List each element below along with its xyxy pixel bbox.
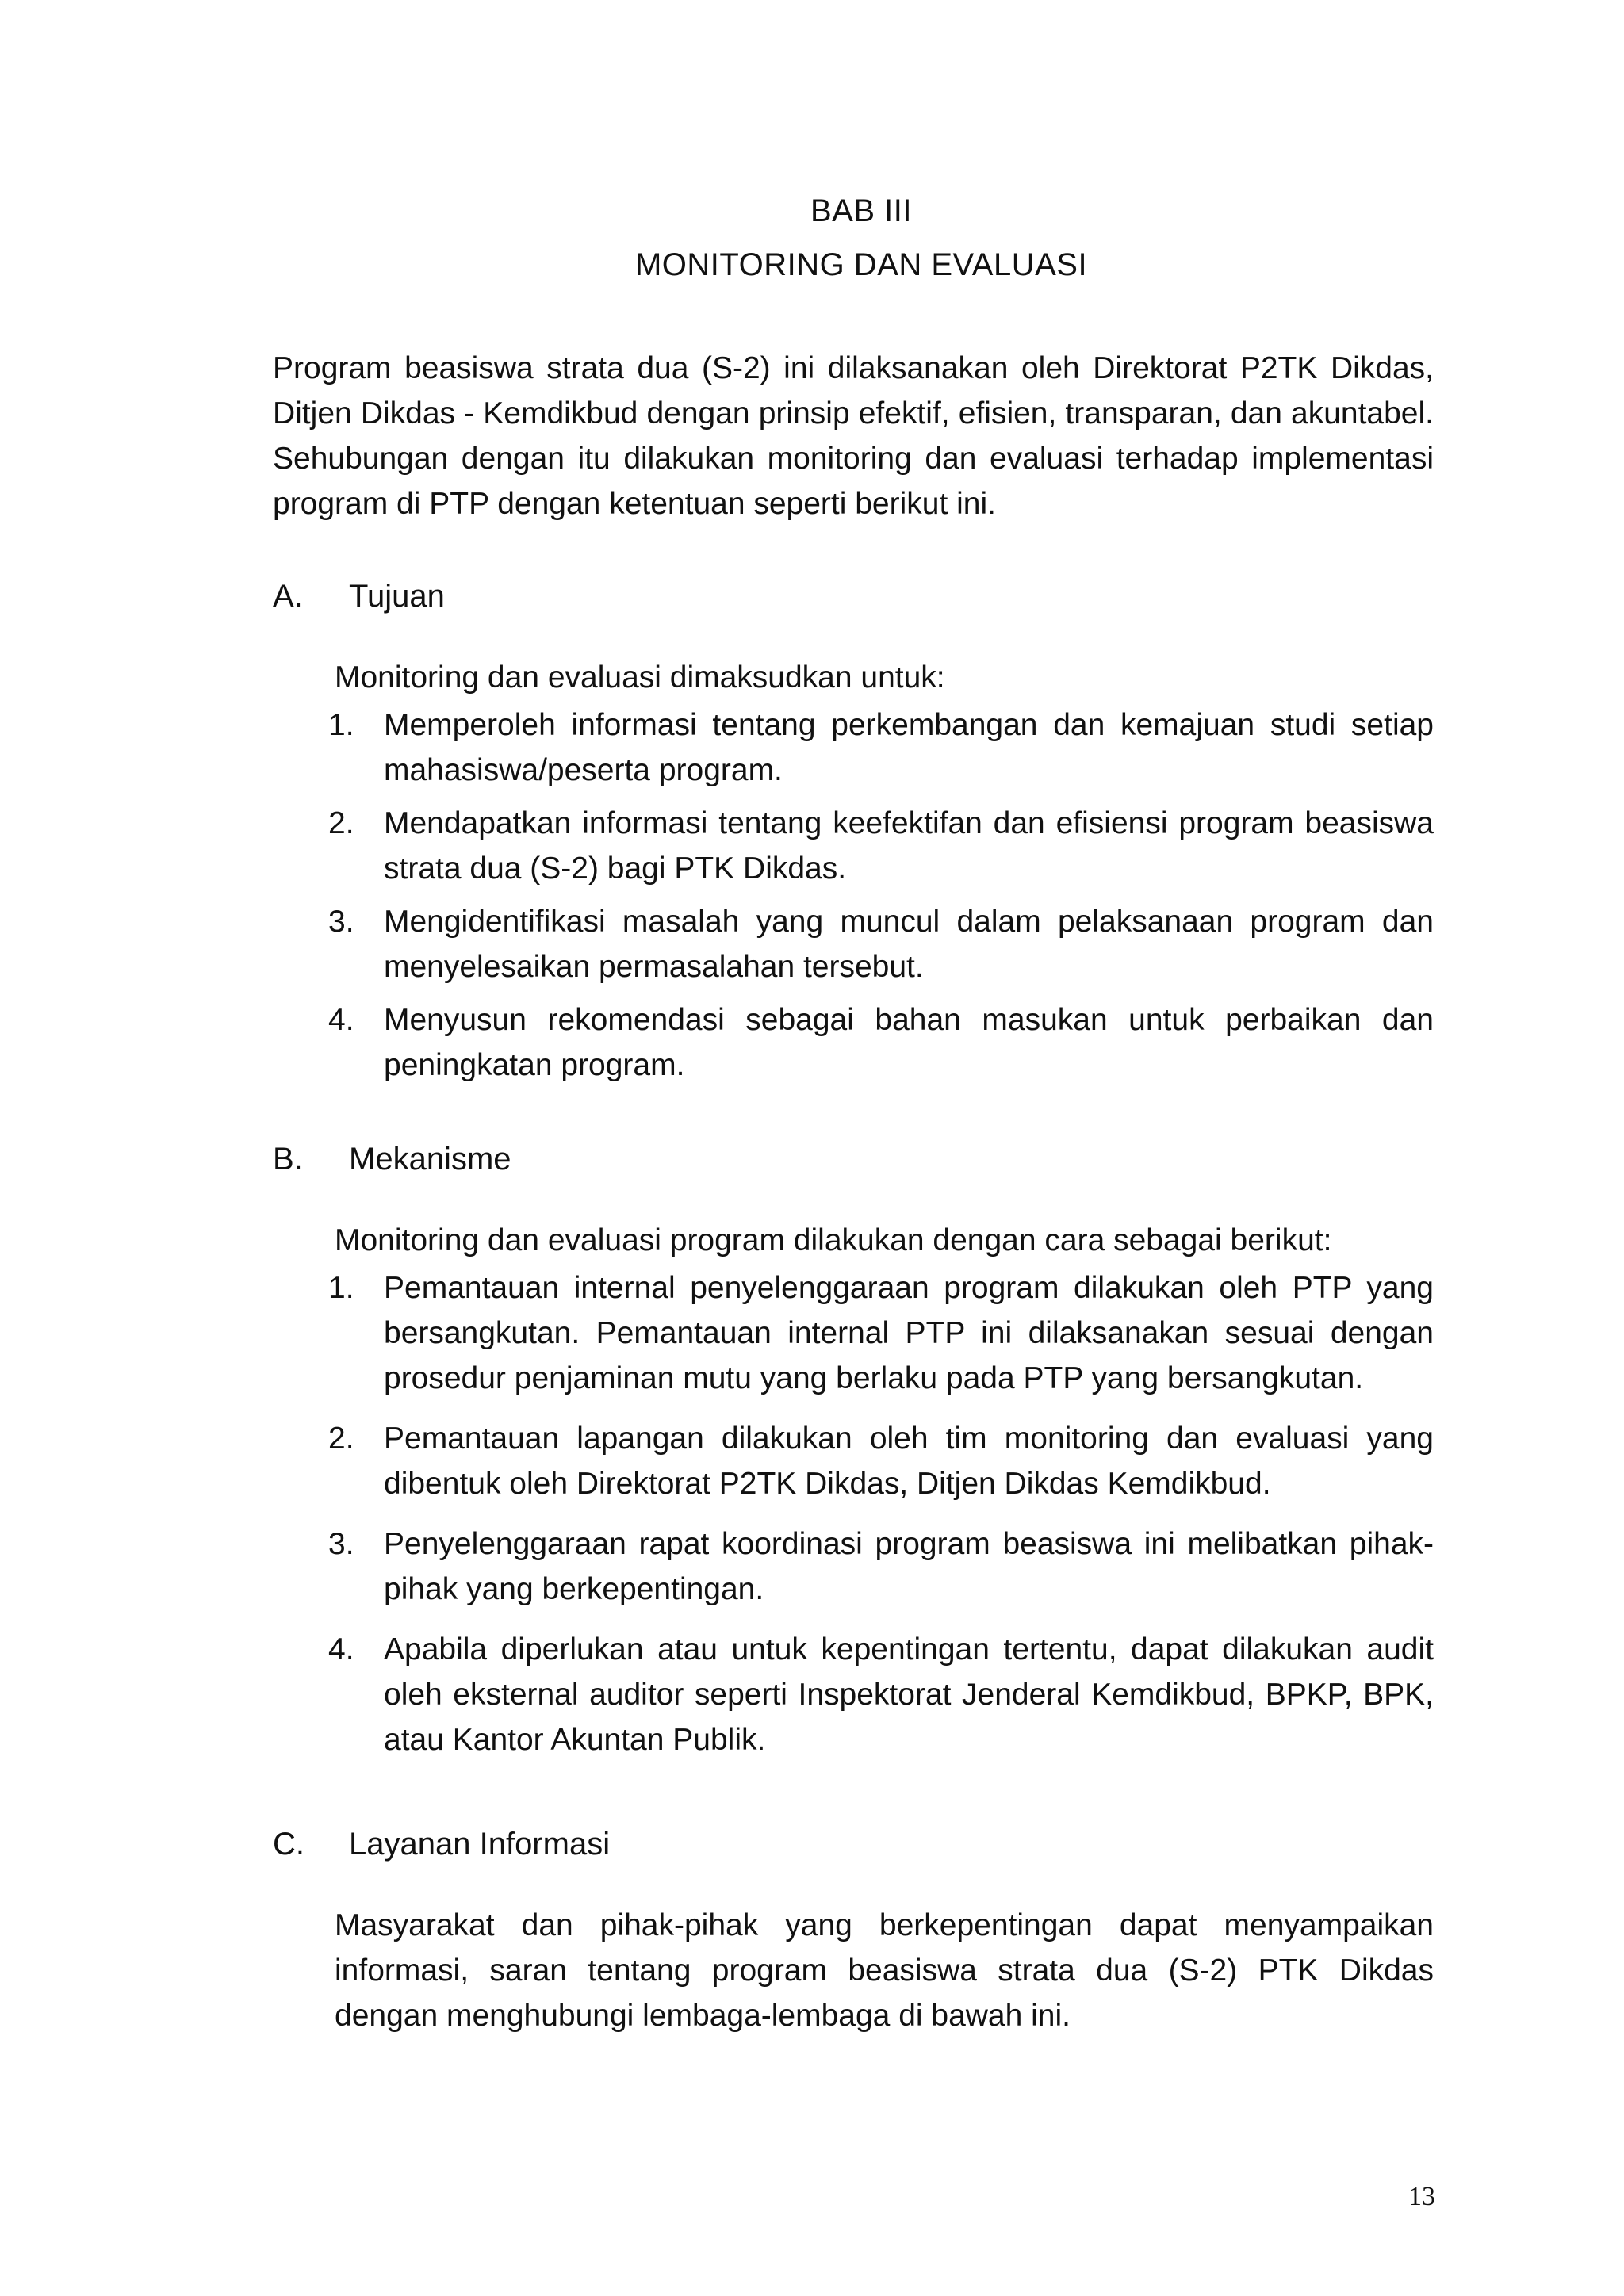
section-title: Tujuan: [349, 579, 445, 614]
section-heading-tujuan: [273, 579, 445, 614]
list-item: [328, 801, 1434, 891]
list-text: Pemantauan lapangan dilakukan oleh tim monitoring dan evaluasi yang dibentuk oleh Direktorat P2TK Dikdas, Ditjen Dikdas Kemdikbud.: [384, 1422, 1434, 1501]
list-item: [328, 1627, 1434, 1762]
section-lead: Masyarakat dan pihak-pihak yang berkepentingan dapat menyampaikan informasi, saran tentang program beasiswa strata dua (S-2) PTK Dikdas dengan menghubungi lembaga-lembaga di bawah ini.: [335, 1908, 1434, 2033]
list-item: [328, 899, 1434, 989]
list-number: 2.: [328, 1422, 354, 1456]
section-lead: Monitoring dan evaluasi program dilakukan dengan cara sebagai berikut:: [335, 1223, 1332, 1257]
chapter-title: MONITORING DAN EVALUASI: [634, 247, 1088, 282]
list-text: Memperoleh informasi tentang perkembangan dan kemajuan studi setiap mahasiswa/peserta program.: [384, 708, 1434, 787]
list-item: [328, 1416, 1434, 1506]
list-text: Mendapatkan informasi tentang keefektifan dan efisiensi program beasiswa strata dua (S-2) bagi PTK Dikdas.: [384, 806, 1434, 886]
list-number: 3.: [328, 1527, 354, 1561]
list-number: 2.: [328, 806, 354, 840]
numbered-list-tujuan: [328, 702, 1434, 1096]
list-number: 1.: [328, 1271, 354, 1305]
list-item: [328, 997, 1434, 1088]
list-item: [328, 702, 1434, 793]
section-lead: Monitoring dan evaluasi dimaksudkan untuk:: [335, 660, 945, 695]
list-number: 4.: [328, 1003, 354, 1037]
list-number: 1.: [328, 708, 354, 742]
list-number: 3.: [328, 905, 354, 939]
section-title: Layanan Informasi: [349, 1827, 611, 1862]
list-number: 4.: [328, 1632, 354, 1667]
list-text: Mengidentifikasi masalah yang muncul dalam pelaksanaan program dan menyelesaikan permasalahan tersebut.: [384, 905, 1434, 984]
section-letter: A.: [273, 579, 303, 614]
chapter-label: BAB III: [810, 193, 912, 228]
list-text: Penyelenggaraan rapat koordinasi program beasiswa ini melibatkan pihak-pihak yang berkepentingan.: [384, 1527, 1434, 1606]
list-item: [328, 1521, 1434, 1612]
list-text: Apabila diperlukan atau untuk kepentingan tertentu, dapat dilakukan audit oleh eksternal auditor seperti Inspektorat Jenderal Kemdikbud, BPKP, BPK, atau Kantor Akuntan Publik.: [384, 1632, 1434, 1757]
list-text: Menyusun rekomendasi sebagai bahan masukan untuk perbaikan dan peningkatan program.: [384, 1003, 1434, 1082]
page-number: 13: [1408, 2182, 1435, 2211]
section-letter: C.: [273, 1827, 304, 1862]
numbered-list-mekanisme: [328, 1265, 1434, 1777]
intro-paragraph: Program beasiswa strata dua (S-2) ini dilaksanakan oleh Direktorat P2TK Dikdas, Ditjen Dikdas - Kemdikbud dengan prinsip efektif, efisien, transparan, dan akuntabel. Sehubungan dengan itu dilakukan monitoring dan evaluasi terhadap implementasi program di PTP dengan ketentuan seperti berikut ini.: [273, 351, 1434, 521]
section-heading-mekanisme: [273, 1142, 511, 1177]
section-heading-layanan-informasi: [273, 1827, 610, 1862]
list-item: [328, 1265, 1434, 1401]
list-text: Pemantauan internal penyelenggaraan program dilakukan oleh PTP yang bersangkutan. Pemantauan internal PTP ini dilaksanakan sesuai dengan prosedur penjaminan mutu yang berlaku pada PTP yang bersangkutan.: [384, 1271, 1434, 1395]
section-letter: B.: [273, 1142, 303, 1177]
section-title: Mekanisme: [349, 1142, 511, 1177]
